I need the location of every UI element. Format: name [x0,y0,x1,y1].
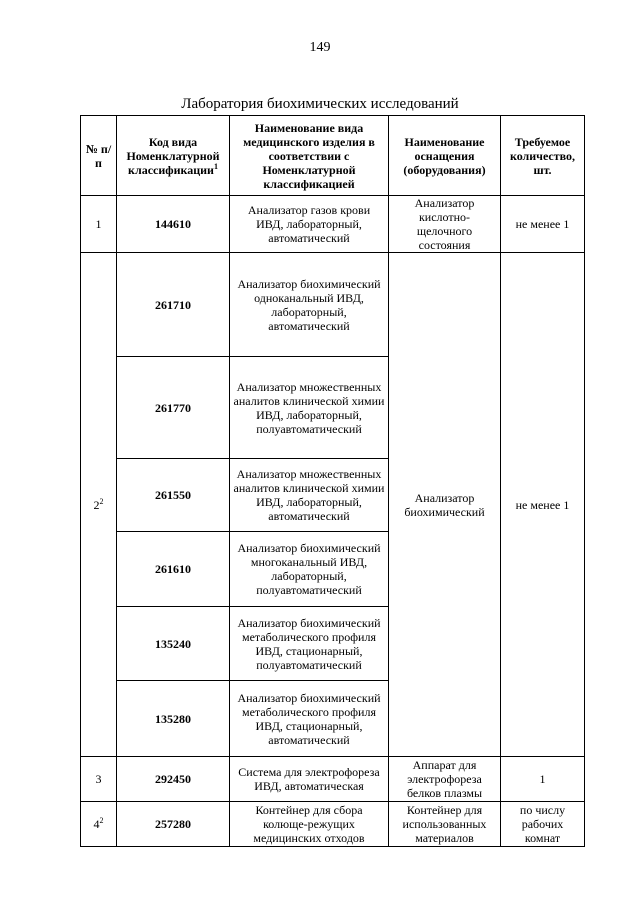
table-row [81,196,585,253]
footnote-mark: 1 [213,161,218,171]
code-cell: 135240 [117,607,230,681]
name-cell: Система для электрофореза ИВД, автоматическая [230,757,389,802]
name-cell: Анализатор газов крови ИВД, лабораторный, автоматический [230,196,389,253]
table-row [81,802,585,847]
header-equipment: Наименование оснащения (оборудования) [389,116,501,196]
name-cell: Контейнер для сбора колюще-режущих медицинских отходов [230,802,389,847]
name-cell: Анализатор биохимический многоканальный ИВД, лабораторный, полуавтоматический [230,532,389,607]
row-number [81,802,117,847]
code-cell: 257280 [117,802,230,847]
equipment-cell: Контейнер для использованных материалов [389,802,501,847]
quantity-cell: по числу рабочих комнат [501,802,585,847]
table-row [81,253,585,357]
section-title: Лаборатория биохимических исследований [181,96,459,112]
code-cell: 261710 [117,253,230,357]
table-row [81,757,585,802]
header-row [81,116,585,196]
equipment-cell: Аппарат для электрофореза белков плазмы [389,757,501,802]
name-cell: Анализатор множественных аналитов клинической химии ИВД, лабораторный, автоматический [230,459,389,532]
row-number-value: 4 [93,817,100,831]
header-quantity: Требуемое количество, шт. [501,116,585,196]
name-cell: Анализатор биохимический метаболического профиля ИВД, стационарный, автоматический [230,681,389,757]
equipment-cell: Анализатор кислотно-щелочного состояния [389,196,501,253]
row-number: 1 [81,196,117,253]
code-cell: 261550 [117,459,230,532]
quantity-cell: не менее 1 [501,253,585,757]
header-code-label: Код вида Номенклатурной классификации [126,134,220,177]
header-num: № п/п [81,116,117,196]
name-cell: Анализатор множественных аналитов клинической химии ИВД, лабораторный, полуавтоматический [230,357,389,459]
row-number: 3 [81,757,117,802]
row-number [81,253,117,757]
code-cell: 144610 [117,196,230,253]
equipment-table [80,115,585,847]
quantity-cell: не менее 1 [501,196,585,253]
header-name: Наименование вида медицинского изделия в соответствии с Номенклатурной классификацией [230,116,389,196]
footnote-mark: 2 [99,816,104,825]
code-cell: 261610 [117,532,230,607]
name-cell: Анализатор биохимический одноканальный ИВД, лабораторный, автоматический [230,253,389,357]
page-number: 149 [309,40,331,55]
header-code [117,116,230,196]
equipment-cell: Анализатор биохимический [389,253,501,757]
name-cell: Анализатор биохимический метаболического профиля ИВД, стационарный, полуавтоматический [230,607,389,681]
code-cell: 135280 [117,681,230,757]
code-cell: 261770 [117,357,230,459]
row-number-value: 2 [93,497,100,512]
quantity-cell: 1 [501,757,585,802]
footnote-mark: 2 [99,496,104,506]
code-cell: 292450 [117,757,230,802]
